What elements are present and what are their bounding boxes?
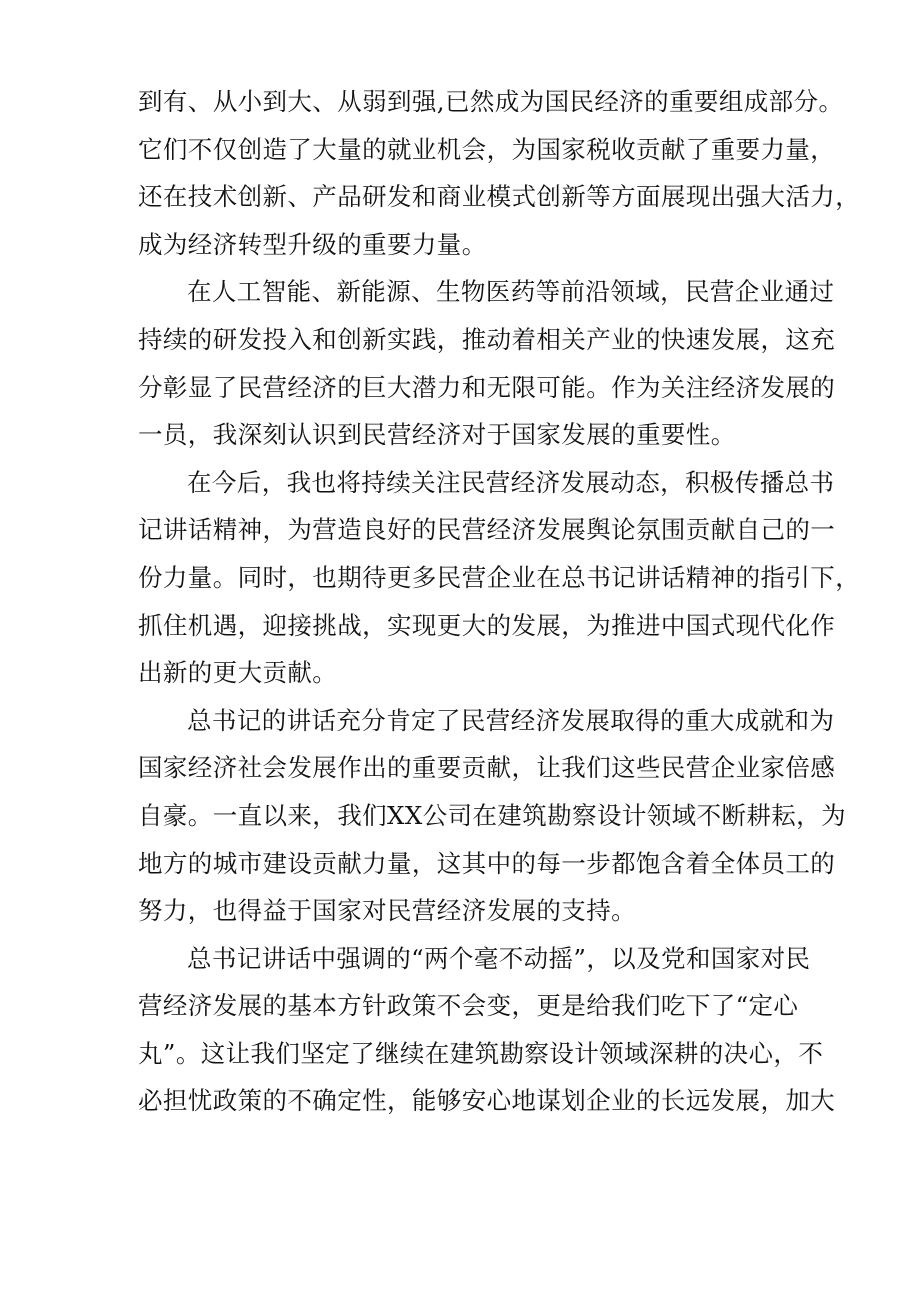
paragraph-line: 营经济发展的基本方针政策不会变，更是给我们吃下了“定心 <box>138 991 799 1021</box>
paragraph-3 <box>138 459 861 697</box>
paragraph-line: 持续的研发投入和创新实践，推动着相关产业的快速发展，这充 <box>138 324 836 354</box>
paragraph-first-line: 总书记的讲话充分肯定了民营经济发展取得的重大成就和为 <box>187 705 835 735</box>
paragraph-first-line: 在人工智能、新能源、生物医药等前沿领域，民营企业通过 <box>187 277 835 307</box>
paragraph-line: 国家经济社会发展作出的重要贡献，让我们这些民营企业家倍感 <box>138 753 836 783</box>
paragraph-line: 出新的更大贡献。 <box>138 658 338 688</box>
paragraph-line: 抓住机遇，迎接挑战，实现更大的发展，为推进中国式现代化作 <box>138 610 836 640</box>
paragraph-line: 自豪。一直以来，我们XX公司在建筑勘察设计领域不断耕耘，为 <box>138 800 846 830</box>
paragraph-first-line: 在今后，我也将持续关注民营经济发展动态，积极传播总书 <box>187 467 835 497</box>
paragraph-line: 成为经济转型升级的重要力量。 <box>138 229 487 259</box>
paragraph-line: 必担忧政策的不确定性，能够安心地谋划企业的长远发展，加大 <box>138 1086 836 1116</box>
paragraph-line: 一员，我深刻认识到民营经济对于国家发展的重要性。 <box>138 420 736 450</box>
paragraph-line: 还在技术创新、产品研发和商业模式创新等方面展现出强大活力， <box>138 182 861 212</box>
paragraph-line: 努力，也得益于国家对民营经济发展的支持。 <box>138 896 636 926</box>
paragraph-line: 到有、从小到大、从弱到强,已然成为国民经济的重要组成部分。 <box>138 87 844 116</box>
document-body <box>138 78 861 1125</box>
paragraph-line: 丸”。这让我们坚定了继续在建筑勘察设计领域深耕的决心，不 <box>138 1038 824 1068</box>
paragraph-line: 分彰显了民营经济的巨大潜力和无限可能。作为关注经济发展的 <box>138 372 836 402</box>
paragraph-4 <box>138 697 846 935</box>
paragraph-5 <box>138 935 836 1125</box>
paragraph-1 <box>138 78 861 268</box>
paragraph-line: 它们不仅创造了大量的就业机会，为国家税收贡献了重要力量， <box>138 134 836 164</box>
paragraph-first-line: 总书记讲话中强调的“两个毫不动摇”，以及党和国家对民 <box>187 943 811 973</box>
paragraph-line: 地方的城市建设贡献力量，这其中的每一步都饱含着全体员工的 <box>138 848 836 878</box>
paragraph-line: 记讲话精神，为营造良好的民营经济发展舆论氛围贡献自己的一 <box>138 515 836 545</box>
paragraph-2 <box>138 268 836 458</box>
paragraph-line: 份力量。同时，也期待更多民营企业在总书记讲话精神的指引下， <box>138 562 861 592</box>
